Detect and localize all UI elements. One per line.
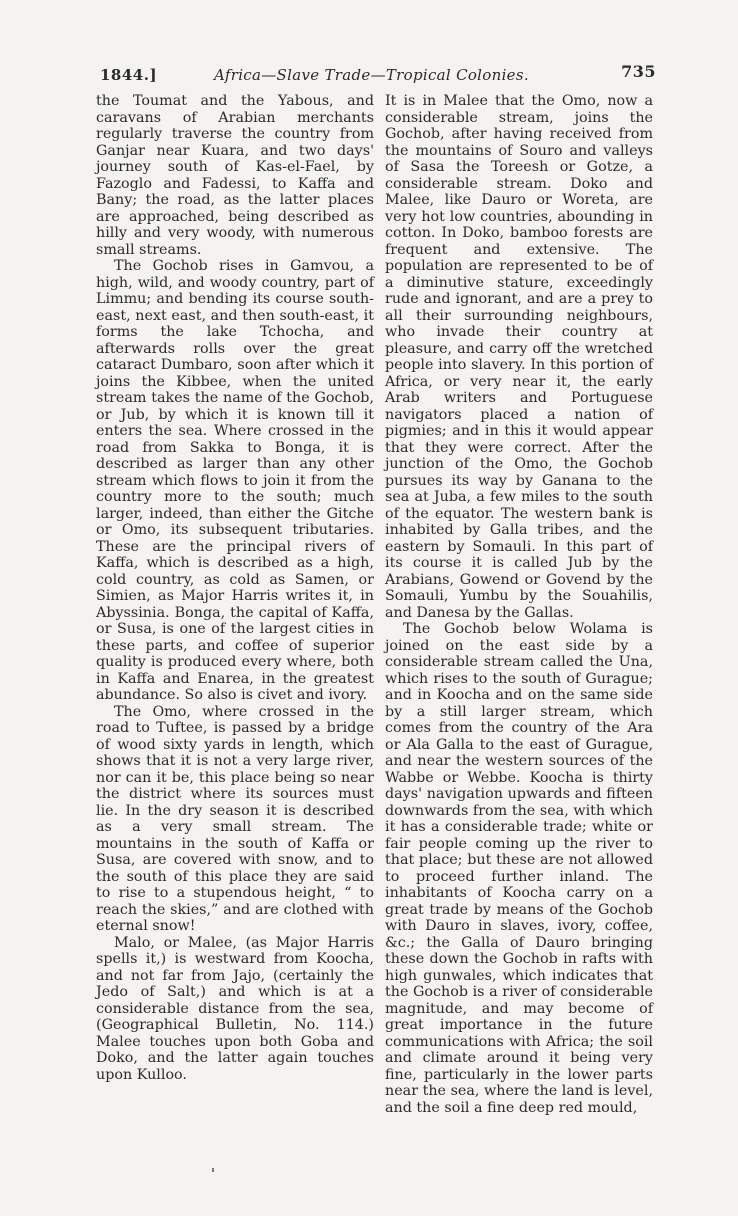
- right-column: [385, 93, 653, 1116]
- paragraph: Malo, or Malee, (as Major Harris spells it,) is westward from Koocha, and not far from Jajo, (certainly the Jedo of Salt,) and which is at a considerable distance from the sea, (Geographical Bulletin, No. 114.) Malee touches upon both Goba and Doko, and the latter again touches upon Kulloo.: [96, 934, 374, 1083]
- left-column: [96, 93, 374, 1083]
- header-year: 1844.]: [100, 66, 158, 84]
- header-title: Africa—Slave Trade—Tropical Colonies.: [214, 66, 529, 84]
- paragraph: The Gochob rises in Gamvou, a high, wild, and woody country, part of Limmu; and bending its course south-east, next east, and then south-east, it forms the lake Tchocha, and afterwards rolls over the great cataract Dumbaro, soon after which it joins the Kibbee, when the united stream takes the name of the Gochob, or Jub, by which it is known till it enters the sea. Where crossed in the road from Sakka to Bonga, it is described as larger than any other stream which flows to join it from the country more to the south; much larger, indeed, than either the Gitche or Omo, its subsequent tributaries. These are the principal rivers of Kaffa, which is described as a high, cold country, as cold as Samen, or Simien, as Major Harris writes it, in Abyssinia. Bonga, the capital of Kaffa, or Susa, is one of the largest cities in these parts, and coffee of superior quality is produced every where, both in Kaffa and Enarea, in the greatest abundance. So also is civet and ivory.: [96, 258, 374, 703]
- paragraph: The Gochob below Wolama is joined on the east side by a considerable stream called the Una, which rises to the south of Gurague; and in Koocha and on the same side by a still larger stream, which comes from the country of the Ara or Ala Galla to the east of Gurague, and near the western sources of the Wabbe or Webbe. Koocha is thirty days' navigation upwards and fifteen downwards from the sea, with which it has a considerable trade; white or fair people coming up the river to that place; but these are not allowed to proceed further inland. The inhabitants of Koocha carry on a great trade by means of the Gochob with Dauro in slaves, ivory, coffee, &c.; the Galla of Dauro bringing these down the Gochob in rafts with high gunwales, which indicates that the Gochob is a river of considerable magnitude, and may become of great importance in the future communications with Africa; the soil and climate around it being very fine, particularly in the lower parts near the sea, where the land is level, and the soil a fine deep red mould,: [385, 621, 653, 1116]
- paragraph: the Toumat and the Yabous, and caravans of Arabian merchants regularly traverse the country from Ganjar near Kuara, and two days' journey south of Kas-el-Fael, by Fazoglo and Fadessi, to Kaffa and Bany; the road, as the latter places are approached, being described as hilly and very woody, with numerous small streams.: [96, 93, 374, 258]
- page-number: 735: [621, 62, 656, 81]
- running-header: [96, 62, 656, 86]
- paragraph: It is in Malee that the Omo, now a considerable stream, joins the Gochob, after having received from the mountains of Souro and valleys of Sasa the Toreesh or Gotze, a considerable stream. Doko and Malee, like Dauro or Woreta, are very hot low countries, abounding in cotton. In Doko, bamboo forests are frequent and extensive. The population are represented to be of a diminutive stature, exceedingly rude and ignorant, and are a prey to all their surrounding neighbours, who invade their country at pleasure, and carry off the wretched people into slavery. In this portion of Africa, or very near it, the early Arab writers and Portuguese navigators placed a nation of pigmies; and in this it would appear that they were correct. After the junction of the Omo, the Gochob pursues its way by Ganana to the sea at Juba, a few miles to the south of the equator. The western bank is inhabited by Galla tribes, and the eastern by Somauli. In this part of its course it is called Jub by the Arabians, Gowend or Govend by the Somauli, Yumbu by the Souahilis, and Danesa by the Gallas.: [385, 93, 653, 621]
- paragraph: The Omo, where crossed in the road to Tuftee, is passed by a bridge of wood sixty yards in length, which shows that it is not a very large river, nor can it be, this place being so near the district where its sources must lie. In the dry season it is described as a very small stream. The mountains in the south of Kaffa or Susa, are covered with snow, and to the south of this place they are said to rise to a stupendous height, “ to reach the skies,” and are clothed with eternal snow!: [96, 703, 374, 934]
- ink-mark: [212, 1168, 214, 1172]
